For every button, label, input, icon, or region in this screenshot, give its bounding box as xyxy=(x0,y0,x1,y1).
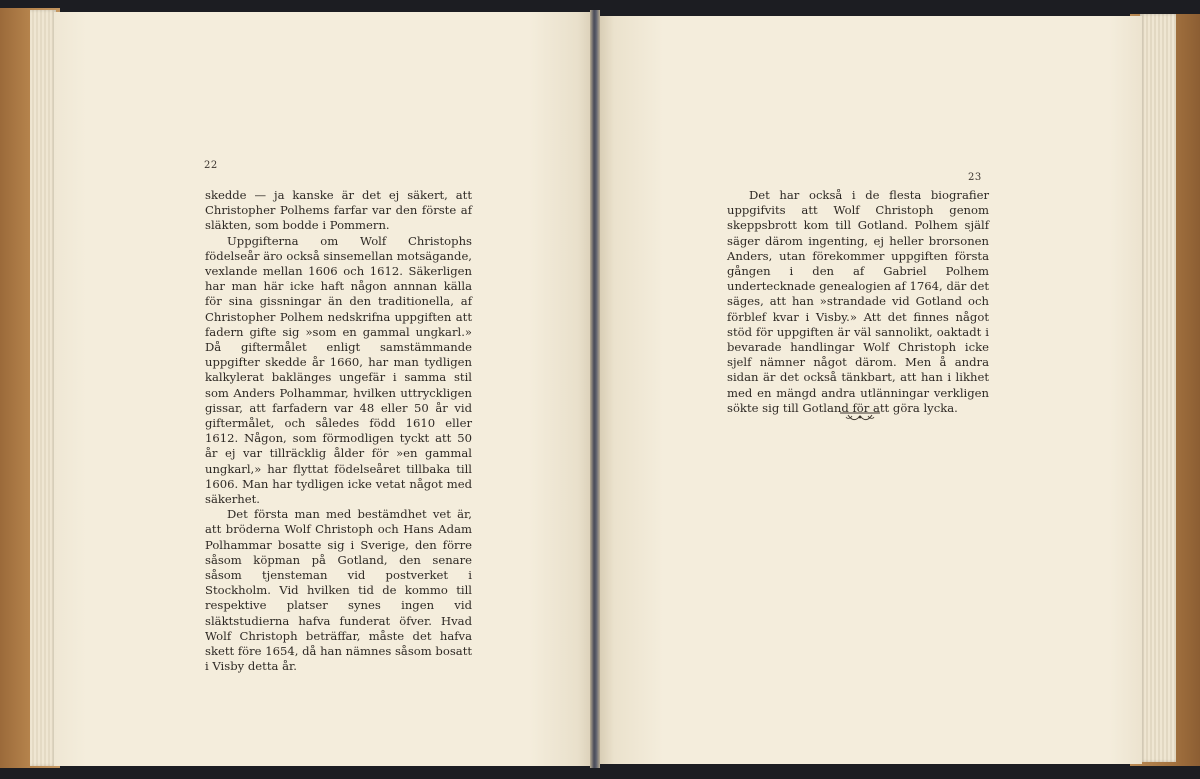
page-edges-left xyxy=(30,10,56,766)
page-number-left: 22 xyxy=(204,160,218,171)
page-number-right: 23 xyxy=(968,172,982,183)
book-gutter xyxy=(590,10,600,768)
left-page-text xyxy=(205,188,472,675)
right-page-text xyxy=(727,188,989,416)
paragraph: skedde — ja kanske är det ej säkert, att Christopher Polhems farfar var den förste af släkten, som bodde i Pommern. xyxy=(205,188,472,233)
paragraph: Det första man med bestämdhet vet är, att bröderna Wolf Christoph och Hans Adam Polhammar bosatte sig i Sverige, den förre såsom köpman på Gotland, den senare såsom tjensteman vid postverket i Stockholm. Vid hvilken tid de kommo till respektive platser synes ingen vid släktstudierna hafva funderat öfver. Hvad Wolf Christoph beträffar, måste det hafva skett före 1654, då han nämnes såsom bosatt i Visby detta år. xyxy=(205,507,473,674)
paragraph: Det har också i de flesta biografier uppgifvits att Wolf Christoph genom skeppsbrott kom till Gotland. Polhem själf säger därom ingenting, ej heller brorsonen Anders, utan förekommer uppgiften första gången i den af Gabriel Polhem undertecknade genealogien af 1764, där det säges, att han »strandade vid Gotland och förblef kvar i Visby.» Att det finnes något stöd för uppgiften är väl sannolikt, oaktadt i bevarade handlingar Wolf Christoph icke sjelf nämner något därom. Men å andra sidan är det också tänkbart, att han i likhet med en mängd andra utlänningar verkligen sökte sig till Gotland för att göra lycka. xyxy=(727,188,989,415)
page-edges-right xyxy=(1140,14,1176,762)
paragraph: Uppgifterna om Wolf Christophs födelseår äro också sinsemellan motsägande, vexlande mellan 1606 och 1612. Säkerligen har man här icke haft någon annnan källa för sina gissningar än den traditionella, af Christopher Polhem nedskrifna uppgiften att fadern gifte sig »som en gammal ungkarl.» Då giftermålet enligt samstämmande uppgifter skedde år 1660, har man tydligen kalkylerat baklänges ungefär i samma stil som Anders Polhammar, hvilken uttryckligen gissar, att farfadern var 48 eller 50 år vid giftermålet, och således född 1610 eller 1612. Någon, som förmodligen tyckt att 50 år ej var tillräcklig ålder för »en gammal ungkarl,» har flyttat födelseåret tillbaka till 1606. Man har tydligen icke vetat något med säkerhet. xyxy=(205,233,472,507)
ornament-icon xyxy=(838,409,882,423)
